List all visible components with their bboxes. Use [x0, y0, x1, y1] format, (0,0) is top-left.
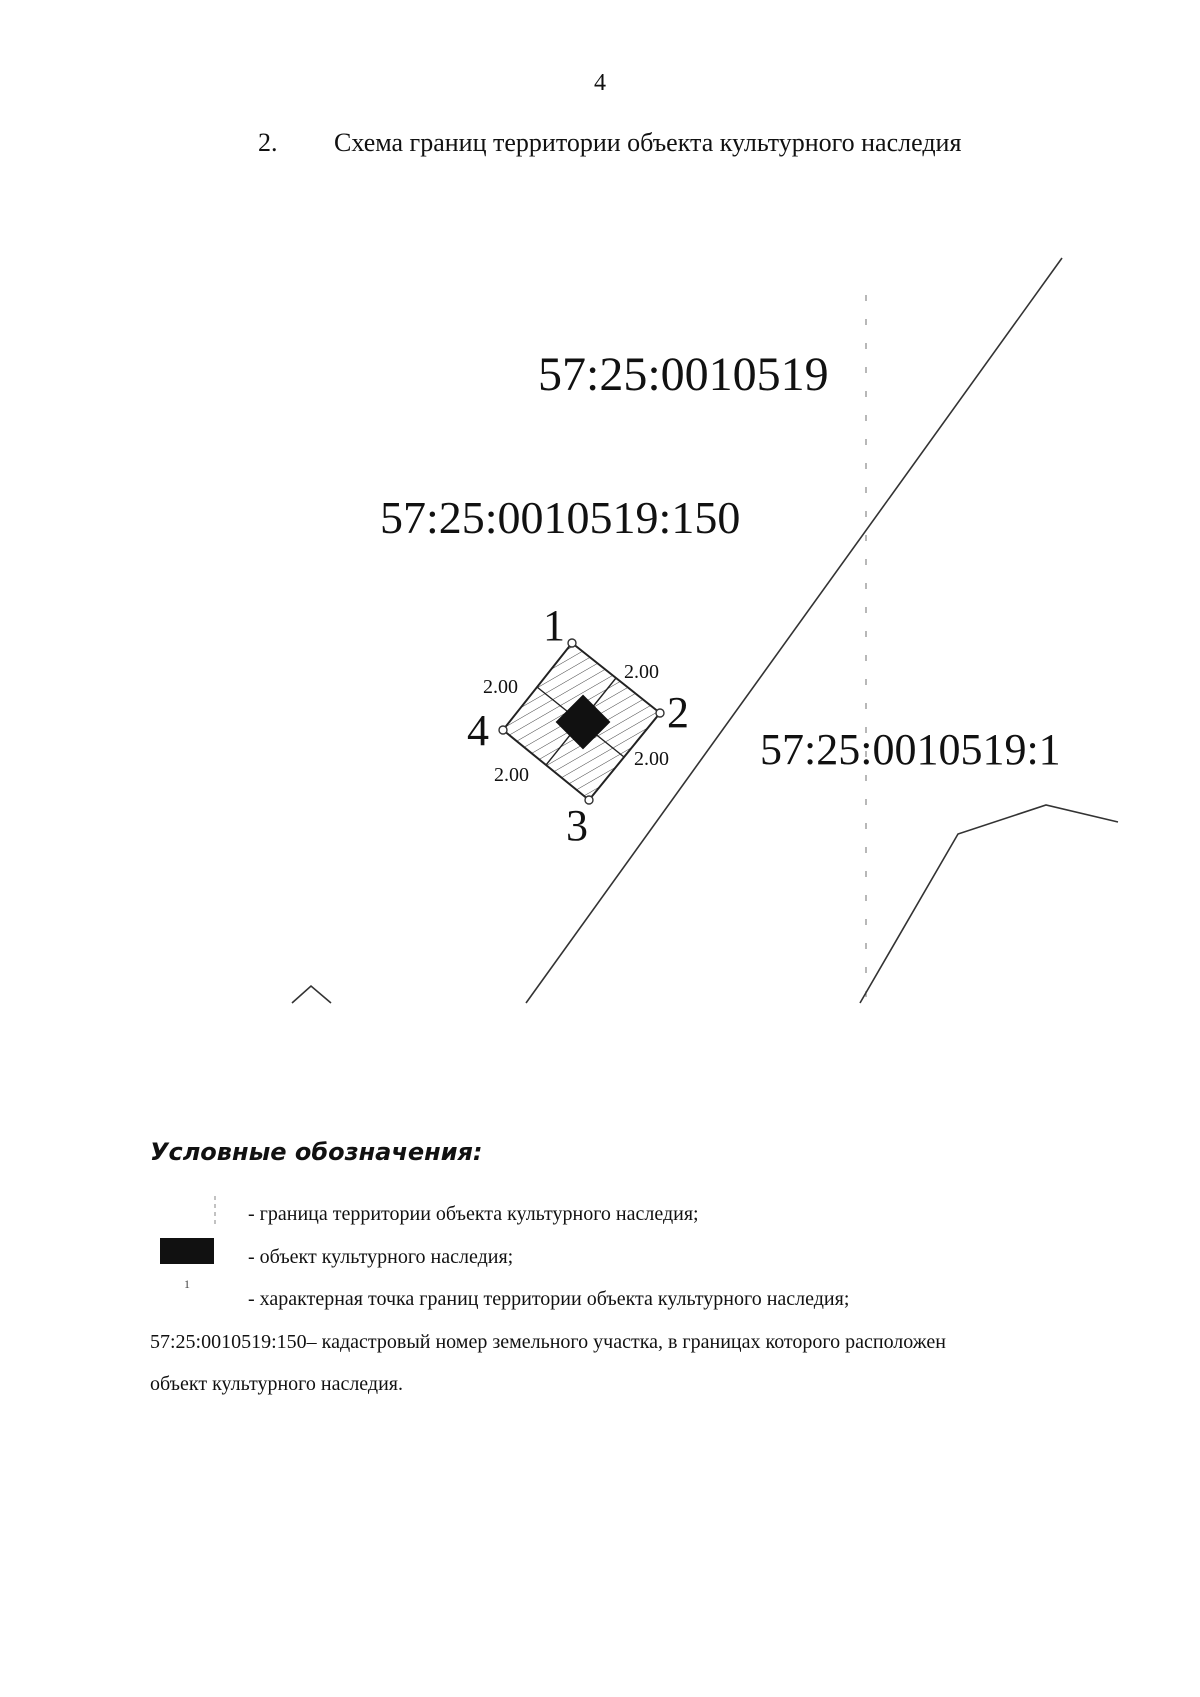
dimension-label: 2.00	[634, 748, 669, 770]
point-marker-icon	[568, 639, 576, 647]
cadastral-note-number: 57:25:0010519:150	[150, 1331, 307, 1353]
boundary-line-icon	[212, 1196, 218, 1228]
page-number: 4	[594, 70, 606, 96]
legend-item-boundary: - граница территории объекта культурного наследия;	[248, 1203, 699, 1225]
legend-title: Условные обозначения:	[150, 1138, 483, 1166]
point-marker-icon	[184, 1277, 190, 1292]
dimension-label: 2.00	[624, 661, 659, 683]
quarter-cadastral-label: 57:25:0010519	[538, 348, 829, 401]
cadastral-note-text: – кадастровый номер земельного участка, в границах которого расположен	[306, 1331, 946, 1353]
point-label-1: 1	[543, 601, 565, 650]
section-title: Схема границ территории объекта культурного наследия	[334, 128, 962, 157]
north-arrow-icon	[292, 986, 331, 1003]
neighbor-parcel-boundary	[860, 805, 1118, 1003]
legend-item-point: - характерная точка границ территории объекта культурного наследия;	[248, 1288, 850, 1310]
point-marker-icon	[499, 726, 507, 734]
point-marker-label: 1	[184, 1277, 190, 1291]
dimension-label: 2.00	[483, 676, 518, 698]
point-label-2: 2	[667, 688, 689, 737]
point-label-3: 3	[566, 801, 588, 850]
legend-item-object: - объект культурного наследия;	[248, 1246, 514, 1268]
cadastral-note-text-cont: объект культурного наследия.	[150, 1373, 403, 1395]
heritage-object-icon	[160, 1238, 214, 1264]
point-label-4: 4	[467, 706, 489, 755]
dimension-label: 2.00	[494, 764, 529, 786]
neighbor-cadastral-label: 57:25:0010519:1	[760, 725, 1061, 774]
section-number: 2.	[258, 128, 278, 157]
point-marker-icon	[656, 709, 664, 717]
parcel-cadastral-label: 57:25:0010519:150	[380, 492, 741, 543]
